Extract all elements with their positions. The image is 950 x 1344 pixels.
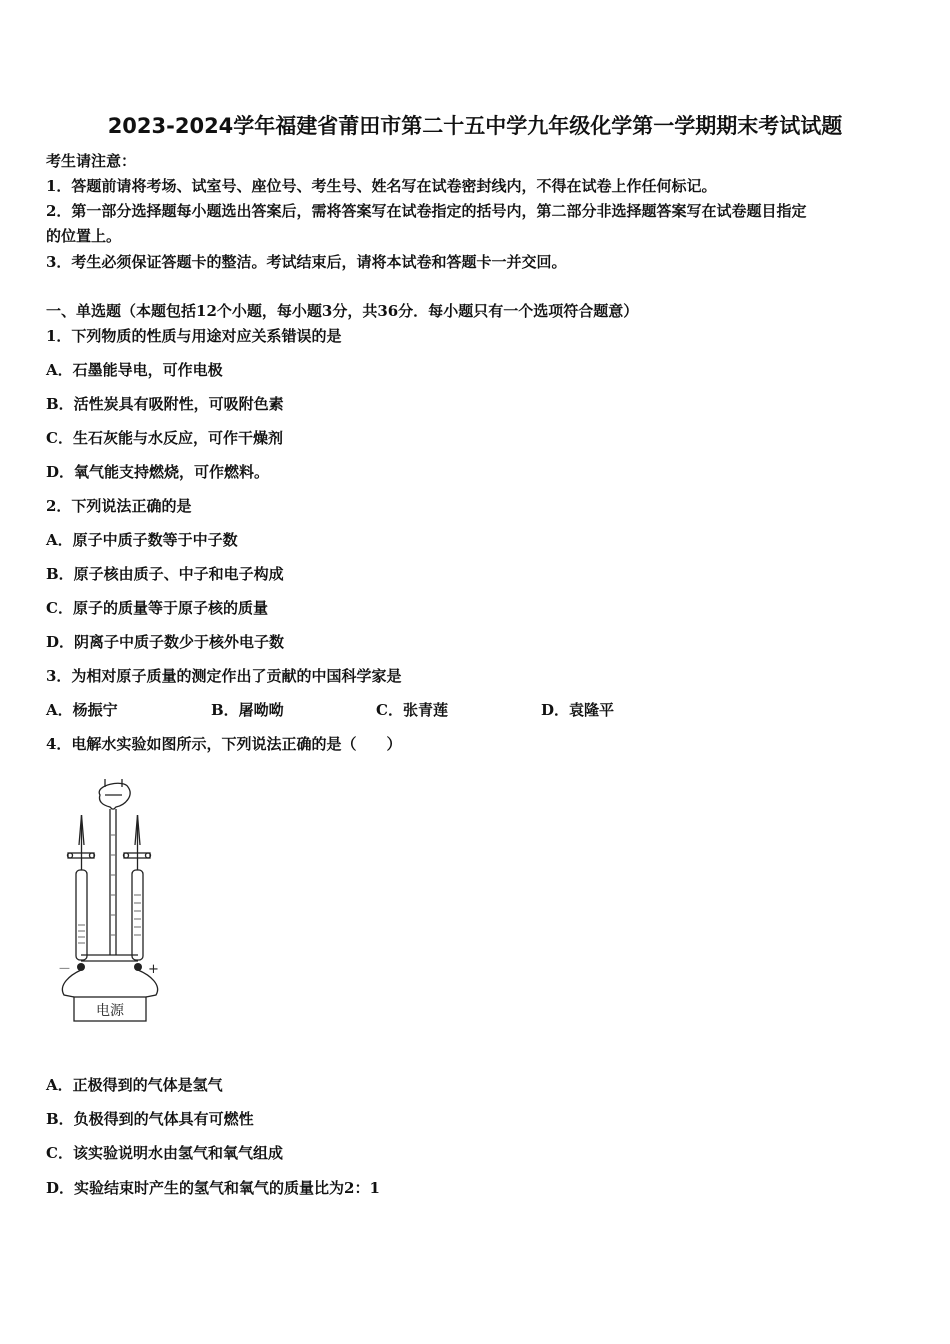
question-option: C．张青莲 <box>376 701 448 719</box>
negative-electrode <box>77 963 85 971</box>
minus-sign: － <box>58 962 72 977</box>
question-option: A．杨振宁 <box>46 701 118 719</box>
reservoir-funnel <box>99 783 130 809</box>
question-stem: 3．为相对原子质量的测定作出了贡献的中国科学家是 <box>46 667 402 685</box>
question-stem: 2．下列说法正确的是 <box>46 497 192 515</box>
question-option: B．负极得到的气体具有可燃性 <box>46 1110 254 1128</box>
left-tube <box>76 870 87 960</box>
question-option: D．实验结束时产生的氢气和氧气的质量比为2：1 <box>46 1179 380 1197</box>
notice-item: 2．第一部分选择题每小题选出答案后，需将答案写在试卷指定的括号内，第二部分非选择题答案写在试卷题目指定 <box>46 202 807 220</box>
power-label: 电源 <box>96 1003 124 1019</box>
electrolysis-figure <box>50 775 190 1030</box>
question-option: D．氧气能支持燃烧，可作燃料。 <box>46 463 270 481</box>
question-option: C．生石灰能与水反应，可作干燥剂 <box>46 429 283 447</box>
notice-item: 1．答题前请将考场、试室号、座位号、考生号、姓名写在试卷密封线内，不得在试卷上作任何标记。 <box>46 177 717 195</box>
question-option: A．石墨能导电，可作电极 <box>46 361 223 379</box>
question-option: D．阴离子中质子数少于核外电子数 <box>46 633 285 651</box>
question-option: B．活性炭具有吸附性，可吸附色素 <box>46 395 284 413</box>
section-heading: 一、单选题（本题包括12个小题，每小题3分，共36分．每小题只有一个选项符合题意） <box>46 302 639 320</box>
question-option: A．正极得到的气体是氢气 <box>46 1076 223 1094</box>
right-tube <box>132 870 143 960</box>
page-title: 2023-2024学年福建省莆田市第二十五中学九年级化学第一学期期末考试试题 <box>107 114 843 138</box>
positive-electrode <box>134 963 142 971</box>
electrolysis-apparatus-diagram <box>50 775 190 1030</box>
notice-item: 3．考生必须保证答题卡的整洁。考试结束后，请将本试卷和答题卡一并交回。 <box>46 253 567 271</box>
question-stem: 4．电解水实验如图所示，下列说法正确的是（ ） <box>46 735 402 753</box>
question-option: A．原子中质子数等于中子数 <box>46 531 238 549</box>
question-option: B．屠呦呦 <box>211 701 284 719</box>
question-stem: 1．下列物质的性质与用途对应关系错误的是 <box>46 327 342 345</box>
question-option: C．该实验说明水由氢气和氧气组成 <box>46 1144 283 1162</box>
plus-sign: + <box>148 962 159 977</box>
notice-heading: 考生请注意： <box>46 152 137 170</box>
question-option: D．袁隆平 <box>541 701 615 719</box>
question-option: B．原子核由质子、中子和电子构成 <box>46 565 284 583</box>
notice-item: 的位置上。 <box>46 227 122 245</box>
question-option: C．原子的质量等于原子核的质量 <box>46 599 268 617</box>
